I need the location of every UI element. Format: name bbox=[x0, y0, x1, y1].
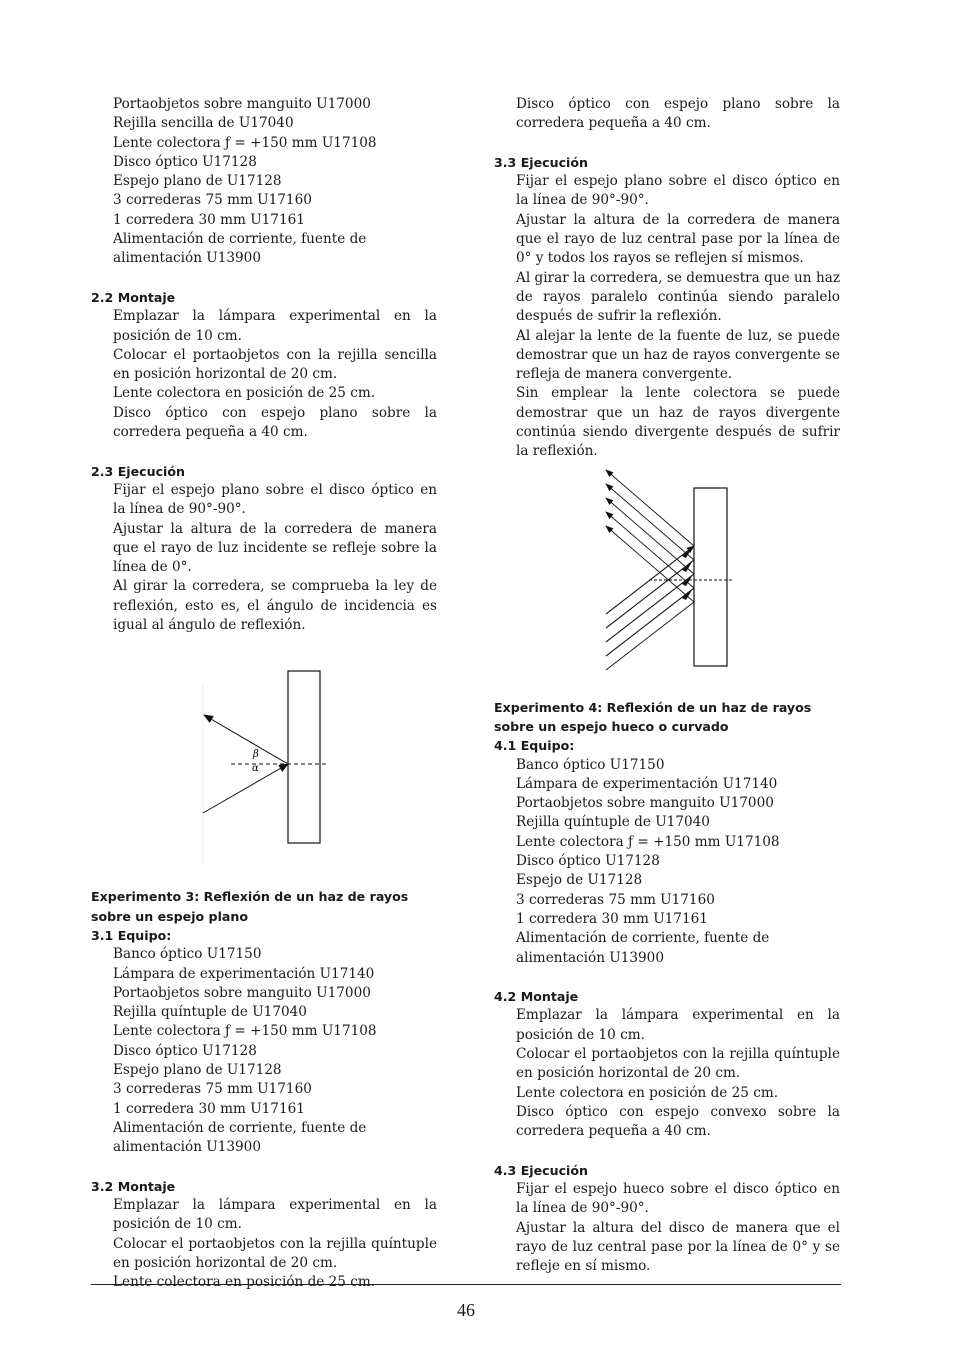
paragraph: Disco óptico con espejo plano sobre la corredera pequeña a 40 cm. bbox=[516, 96, 840, 132]
section-body-3-2 bbox=[91, 1196, 437, 1292]
paragraph: Lente colectora en posición de 25 cm. bbox=[113, 385, 376, 402]
list-item: Banco óptico U17150 bbox=[113, 946, 262, 963]
list-item: Portaobjetos sobre manguito U17000 bbox=[113, 96, 371, 112]
section-heading-4-1: 4.1 Equipo: bbox=[494, 738, 575, 754]
list-item: Lente colectora ƒ = +150 mm U17108 bbox=[113, 1023, 377, 1040]
list-item: Rejilla sencilla de U17040 bbox=[113, 115, 294, 132]
paragraph: Ajustar la altura del disco de manera que el rayo de luz central pase por la línea de 0° y se refleje en sí mismo. bbox=[516, 1219, 840, 1275]
list-item: Lente colectora ƒ = +150 mm U17108 bbox=[113, 134, 377, 151]
paragraph: Ajustar la altura de la corredera de manera que el rayo de luz incidente se refleje sobre la línea de 0°. bbox=[113, 520, 437, 576]
equipment-list-continued bbox=[91, 95, 437, 269]
list-item: 1 corredera 30 mm U17161 bbox=[113, 211, 305, 228]
section-heading-4-2: 4.2 Montaje bbox=[494, 989, 579, 1005]
list-item: Rejilla quíntuple de U17040 bbox=[113, 1004, 307, 1021]
list-item: Alimentación de corriente, fuente de alimentación U13900 bbox=[113, 231, 367, 267]
list-item: Disco óptico U17128 bbox=[516, 853, 660, 870]
equipment-list-4 bbox=[494, 756, 840, 968]
list-item: Alimentación de corriente, fuente de alimentación U13900 bbox=[113, 1119, 367, 1156]
list-item: Espejo plano de U17128 bbox=[113, 1061, 282, 1078]
section-body-4-3 bbox=[494, 1180, 840, 1276]
list-item: Portaobjetos sobre manguito U17000 bbox=[113, 984, 371, 1001]
list-item: Lámpara de experimentación U17140 bbox=[516, 775, 778, 792]
experiment-4-title: Experimento 4: Reflexión de un haz de rayos sobre un espejo hueco o curvado bbox=[494, 699, 812, 734]
list-item: Rejilla quíntuple de U17040 bbox=[516, 814, 710, 831]
section-body-2-2 bbox=[91, 307, 437, 442]
equipment-list-3 bbox=[91, 945, 437, 1157]
section-heading-2-3: 2.3 Ejecución bbox=[91, 463, 185, 479]
list-item: 3 correderas 75 mm U17160 bbox=[113, 192, 312, 209]
page-number: 46 bbox=[457, 1300, 475, 1320]
paragraph: Colocar el portaobjetos con la rejilla sencilla en posición horizontal de 20 cm. bbox=[113, 346, 437, 383]
list-item: Disco óptico U17128 bbox=[113, 1042, 257, 1059]
section-body-3-3 bbox=[494, 172, 840, 461]
list-item: Portaobjetos sobre manguito U17000 bbox=[516, 795, 774, 812]
paragraph: Al girar la corredera, se comprueba la ley de reflexión, esto es, el ángulo de incidencia es igual al ángulo de reflexión. bbox=[113, 578, 437, 634]
list-item: Lente colectora ƒ = +150 mm U17108 bbox=[516, 833, 780, 850]
paragraph: Disco óptico con espejo convexo sobre la corredera pequeña a 40 cm. bbox=[516, 1103, 840, 1140]
right-column bbox=[494, 95, 840, 1277]
list-item: 1 corredera 30 mm U17161 bbox=[113, 1100, 305, 1117]
mirror-block bbox=[288, 671, 320, 843]
reflected-ray bbox=[204, 715, 288, 764]
paragraph: Emplazar la lámpara experimental en la posición de 10 cm. bbox=[113, 308, 437, 344]
paragraph: Emplazar la lámpara experimental en la posición de 10 cm. bbox=[113, 1197, 437, 1233]
list-item: 1 corredera 30 mm U17161 bbox=[516, 910, 708, 927]
parallel-beam-reflection-figure bbox=[494, 464, 840, 674]
list-item: Lámpara de experimentación U17140 bbox=[113, 965, 375, 982]
mirror-block bbox=[694, 488, 727, 666]
list-item: Banco óptico U17150 bbox=[516, 756, 665, 773]
section-heading-4-3: 4.3 Ejecución bbox=[494, 1162, 588, 1178]
paragraph: Lente colectora en posición de 25 cm. bbox=[113, 1274, 376, 1291]
beta-label: β bbox=[253, 749, 259, 761]
list-item: 3 correderas 75 mm U17160 bbox=[113, 1081, 312, 1098]
alpha-label: α bbox=[252, 763, 259, 775]
list-item: Disco óptico U17128 bbox=[113, 153, 257, 170]
section-heading-3-1: 3.1 Equipo: bbox=[91, 927, 172, 943]
paragraph: Fijar el espejo hueco sobre el disco óptico en la línea de 90°-90°. bbox=[516, 1181, 840, 1217]
paragraph: Ajustar la altura de la corredera de manera que el rayo de luz central pase por la línea de 0° y todos los rayos se reflejen sí mismos. bbox=[516, 211, 840, 267]
footer-rule bbox=[91, 1284, 841, 1285]
list-item: 3 correderas 75 mm U17160 bbox=[516, 891, 715, 908]
paragraph: Colocar el portaobjetos con la rejilla quíntuple en posición horizontal de 20 cm. bbox=[516, 1045, 840, 1082]
paragraph: Disco óptico con espejo plano sobre la corredera pequeña a 40 cm. bbox=[113, 404, 437, 441]
paragraph: Al alejar la lente de la fuente de luz, se puede demostrar que un haz de rayos convergente se refleja de manera convergente. bbox=[516, 327, 840, 383]
section-body-4-2 bbox=[494, 1006, 840, 1141]
paragraph: Lente colectora en posición de 25 cm. bbox=[516, 1084, 779, 1101]
paragraph: Al girar la corredera, se demuestra que un haz de rayos paralelo continúa siendo paralelo después de sufrir la reflexión. bbox=[516, 269, 840, 325]
section-heading-3-2: 3.2 Montaje bbox=[91, 1178, 176, 1194]
list-item: Alimentación de corriente, fuente de alimentación U13900 bbox=[516, 930, 770, 966]
section-body-2-3 bbox=[91, 481, 437, 635]
paragraph: Emplazar la lámpara experimental en la posición de 10 cm. bbox=[516, 1007, 840, 1043]
paragraph: Colocar el portaobjetos con la rejilla quíntuple en posición horizontal de 20 cm. bbox=[113, 1235, 437, 1271]
paragraph: Fijar el espejo plano sobre el disco óptico en la línea de 90°-90°. bbox=[113, 481, 437, 518]
reflection-single-ray-figure bbox=[91, 637, 437, 867]
montaje-continued bbox=[494, 95, 840, 134]
section-heading-3-3: 3.3 Ejecución bbox=[494, 154, 588, 170]
experiment-3-title: Experimento 3: Reflexión de un haz de rayos sobre un espejo plano bbox=[91, 889, 409, 924]
paragraph: Sin emplear la lente colectora se puede demostrar que un haz de rayos divergente continúa siendo divergente después de sufrir la reflexión. bbox=[516, 385, 840, 460]
section-heading-2-2: 2.2 Montaje bbox=[91, 289, 176, 305]
paragraph: Fijar el espejo plano sobre el disco óptico en la línea de 90°-90°. bbox=[516, 173, 840, 209]
left-column bbox=[91, 95, 437, 1293]
incident-ray bbox=[203, 764, 288, 813]
list-item: Espejo de U17128 bbox=[516, 872, 643, 889]
list-item: Espejo plano de U17128 bbox=[113, 173, 282, 190]
